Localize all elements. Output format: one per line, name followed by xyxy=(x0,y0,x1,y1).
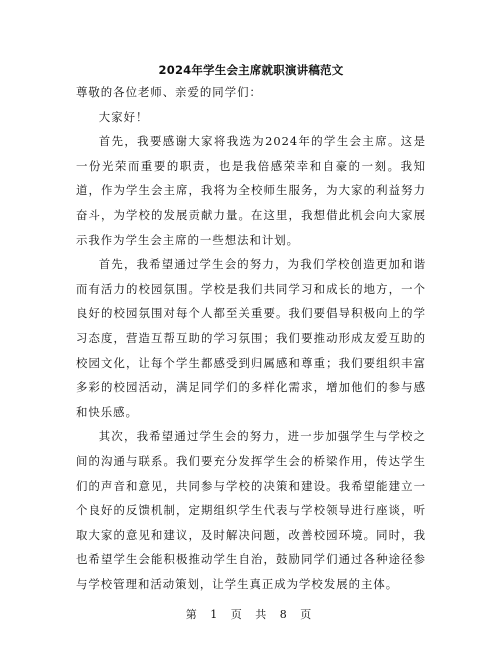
greeting: 尊敬的各位老师、亲爱的同学们： xyxy=(76,85,262,99)
salutation: 大家好！ xyxy=(98,109,149,124)
document-title: 2024年学生会主席就职演讲稿范文 xyxy=(158,63,344,77)
paragraph-2: 首先，我希望通过学生会的努力，为我们学校创造更加和谐而有活力的校园氛围。学校是我们共同学习和成长的地方，一个良好的校园氛围对每个人都至关重要。我们要倡导积极向上的学习态度，营造互帮互助的学习氛围；我们要推动形成友爱互助的校园文化，让每个学生都感受到归属感和尊重；我们要组织丰富多彩的校园活动，满足同学们的多样化需求，增加他们的参与感和快乐感。 xyxy=(76,257,426,419)
page-number: 第 1 页 共 8 页 xyxy=(185,608,317,621)
document-body xyxy=(76,80,426,596)
paragraph-1: 首先，我要感谢大家将我选为2024年的学生会主席。这是一份光荣而重要的职责，也是我倍感荣幸和自豪的一刻。我知道，作为学生会主席，我将为全校师生服务，为大家的利益努力奋斗，为学校的发展贡献力量。在这里，我想借此机会向大家展示我作为学生会主席的一些想法和计划。 xyxy=(76,134,426,247)
paragraph-3: 其次，我希望通过学生会的努力，进一步加强学生与学校之间的沟通与联系。我们要充分发挥学生会的桥梁作用，传达学生们的声音和意见，共同参与学校的决策和建设。我希望能建立一个良好的反馈机制，定期组织学生代表与学校领导进行座谈，听取大家的意见和建议，及时解决问题，改善校园环境。同时，我也希望学生会能积极推动学生自治，鼓励同学们通过各种途径参与学校管理和活动策划，让学生真正成为学校发展的主体。 xyxy=(76,429,426,591)
